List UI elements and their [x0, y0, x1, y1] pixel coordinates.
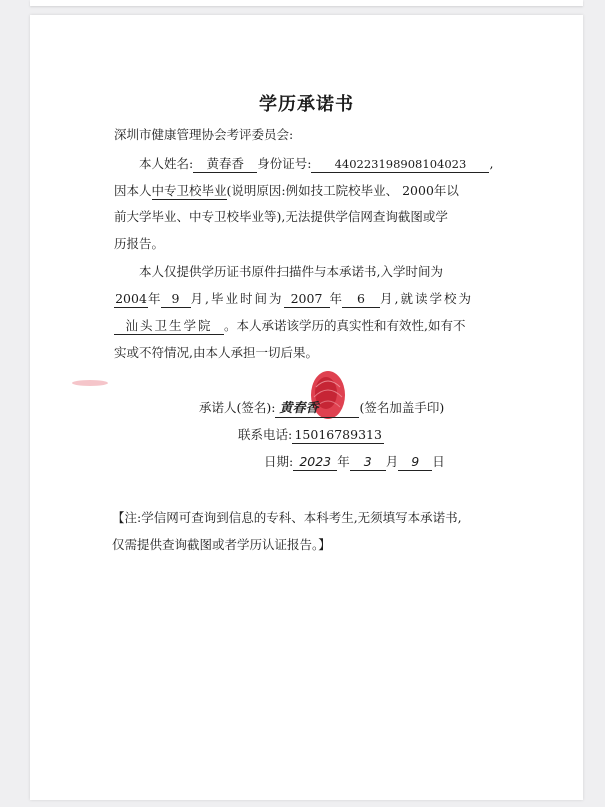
- reason-prefix: 因本人: [114, 183, 152, 198]
- month-unit: 月,毕业时间为: [190, 291, 284, 306]
- school-value: 汕头卫生学院: [114, 318, 224, 335]
- enroll-month: 9: [161, 291, 191, 308]
- para1-line1: [139, 156, 493, 173]
- date-year-unit: 年: [337, 454, 350, 469]
- previous-page-edge: [30, 0, 583, 6]
- reason-explain: (说明原因:例如技工院校毕业、 2000年以: [226, 183, 459, 198]
- signature-label: 承诺人(签名):: [199, 400, 276, 415]
- reason-value: 中专卫校毕业: [151, 183, 227, 198]
- year-unit: 年: [148, 291, 161, 306]
- para2-line2: [114, 291, 473, 308]
- para1-line2: [114, 183, 459, 200]
- phone-line: [238, 427, 384, 444]
- id-value: 440223198908104023: [311, 156, 489, 173]
- para2-line3: [114, 318, 465, 335]
- signature-handwriting: 黄春香: [275, 401, 359, 418]
- para2-line4: 实或不符情况,由本人承担一切后果。: [114, 345, 318, 360]
- grad-year-unit: 年: [329, 291, 343, 306]
- name-label: 本人姓名:: [139, 156, 194, 171]
- date-month-unit: 月: [385, 454, 399, 469]
- phone-label: 联系电话:: [238, 427, 293, 442]
- addressee: 深圳市健康管理协会考评委员会:: [114, 127, 294, 142]
- note-line2: 仅需提供查询截图或者学历认证报告。】: [112, 537, 331, 552]
- comma: ,: [489, 156, 494, 171]
- para1-line4: 历报告。: [114, 236, 165, 251]
- date-month: 3: [350, 454, 386, 471]
- date-day-unit: 日: [432, 454, 445, 469]
- name-value: 黄春香: [193, 156, 257, 173]
- signature-note: (签名加盖手印): [359, 400, 445, 415]
- note-line1: 【注:学信网可查询到信息的专科、本科考生,无须填写本承诺书,: [112, 510, 462, 525]
- date-day: 9: [398, 454, 432, 471]
- para2-line1: 本人仅提供学历证书原件扫描件与本承诺书,入学时间为: [139, 264, 443, 279]
- document-title: 学历承诺书: [259, 94, 354, 115]
- grad-year: 2007: [284, 291, 330, 308]
- para2-line3-rest: 。本人承诺该学历的真实性和有效性,如有不: [224, 318, 466, 333]
- document-page: [30, 15, 583, 800]
- grad-month: 6: [342, 291, 380, 308]
- date-label: 日期:: [264, 454, 294, 469]
- date-line: [264, 454, 445, 471]
- signature-line: [199, 400, 444, 418]
- para1-line3: 前大学毕业、中专卫校毕业等),无法提供学信网查询截图或学: [114, 209, 448, 224]
- phone-value: 15016789313: [292, 427, 384, 444]
- red-smudge: [70, 376, 110, 390]
- date-year: 2023: [293, 454, 337, 471]
- enroll-year: 2004: [115, 291, 147, 306]
- grad-month-unit: 月,就读学校为: [380, 291, 473, 306]
- id-label: 身份证号:: [257, 156, 312, 171]
